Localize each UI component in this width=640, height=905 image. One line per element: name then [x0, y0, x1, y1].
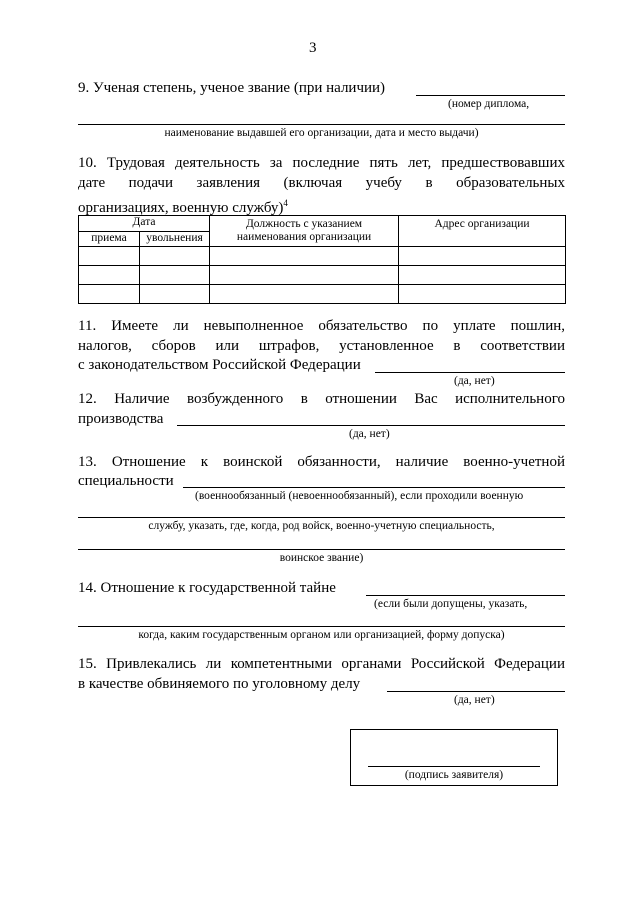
q11-line-3: с законодательством Российской Федерации [78, 357, 361, 373]
q9-hint-diploma: (номер диплома, [448, 98, 530, 110]
signature-line[interactable] [368, 766, 540, 767]
table-cell[interactable] [210, 266, 399, 285]
signature-caption: (подпись заявителя) [404, 769, 504, 781]
q12-line-1: 12. Наличие возбужденного в отношении Вас исполнительного [78, 391, 565, 407]
q14-hint-1: (если были допущены, указать, [374, 598, 528, 610]
q13-hint-2: службу, указать, где, когда, род войск, военно-учетную специальность, [148, 520, 495, 532]
table-cell[interactable] [79, 247, 140, 266]
table-cell[interactable] [79, 285, 140, 304]
q13-line-1: 13. Отношение к воинской обязанности, наличие военно-учетной [78, 454, 565, 470]
q14-answer-line[interactable] [366, 595, 565, 596]
col-header-start: приема [79, 232, 140, 247]
q9-text: 9. Ученая степень, ученое звание (при наличии) [78, 80, 386, 96]
table-cell[interactable] [140, 247, 210, 266]
q11-line-2: налогов, сборов или штрафов, установленное в соответствии [78, 338, 565, 354]
table-cell[interactable] [210, 285, 399, 304]
q14-answer-line-2[interactable] [78, 626, 565, 627]
table-cell[interactable] [399, 266, 566, 285]
q13-answer-line-2[interactable] [78, 517, 565, 518]
table-cell[interactable] [140, 266, 210, 285]
q11-line-1: 11. Имеете ли невыполненное обязательство по уплате пошлин, [78, 318, 565, 334]
q15-line-1: 15. Привлекались ли компетентными органами Российской Федерации [78, 656, 565, 672]
col-header-position: Должность с указанием наименования организации [210, 216, 399, 247]
table-cell[interactable] [79, 266, 140, 285]
q12-answer-line[interactable] [177, 425, 565, 426]
table-row [79, 285, 566, 304]
work-history-table [78, 215, 566, 304]
col-header-date: Дата [79, 216, 210, 232]
q10-line-1: 10. Трудовая деятельность за последние пять лет, предшествовавших [78, 155, 565, 171]
table-row [79, 266, 566, 285]
q11-answer-line[interactable] [375, 372, 565, 373]
q10-line-2: дате подачи заявления (включая учебу в образовательных [78, 175, 565, 191]
q13-hint-1: (военнообязанный (невоеннообязанный), если проходили военную [195, 490, 524, 502]
q12-hint: (да, нет) [349, 428, 390, 440]
q11-hint: (да, нет) [454, 375, 495, 387]
q13-hint-3: воинское звание) [279, 552, 364, 564]
table-cell[interactable] [210, 247, 399, 266]
table-row [79, 247, 566, 266]
table-cell[interactable] [399, 285, 566, 304]
q15-hint: (да, нет) [454, 694, 495, 706]
q9-issuer-line[interactable] [78, 124, 565, 125]
q9-answer-line[interactable] [416, 95, 565, 96]
q13-answer-line-3[interactable] [78, 549, 565, 550]
table-cell[interactable] [399, 247, 566, 266]
q15-answer-line[interactable] [387, 691, 565, 692]
q14-hint-2: когда, каким государственным органом или организацией, форму допуска) [138, 629, 505, 641]
q13-line-2: специальности [78, 473, 174, 489]
q9-hint-issuer: наименование выдавшей его организации, дата и место выдачи) [164, 127, 479, 139]
q12-line-2: производства [78, 411, 164, 427]
q15-line-2: в качестве обвиняемого по уголовному делу [78, 676, 361, 692]
q13-answer-line[interactable] [183, 487, 565, 488]
col-header-address: Адрес организации [399, 216, 566, 247]
q10-line-3-text: организациях, военную службу) [78, 200, 284, 216]
q10-footnote-mark: 4 [283, 198, 288, 208]
q14-text: 14. Отношение к государственной тайне [78, 580, 336, 596]
page-number: 3 [309, 40, 317, 56]
col-header-end: увольнения [140, 232, 210, 247]
table-cell[interactable] [140, 285, 210, 304]
